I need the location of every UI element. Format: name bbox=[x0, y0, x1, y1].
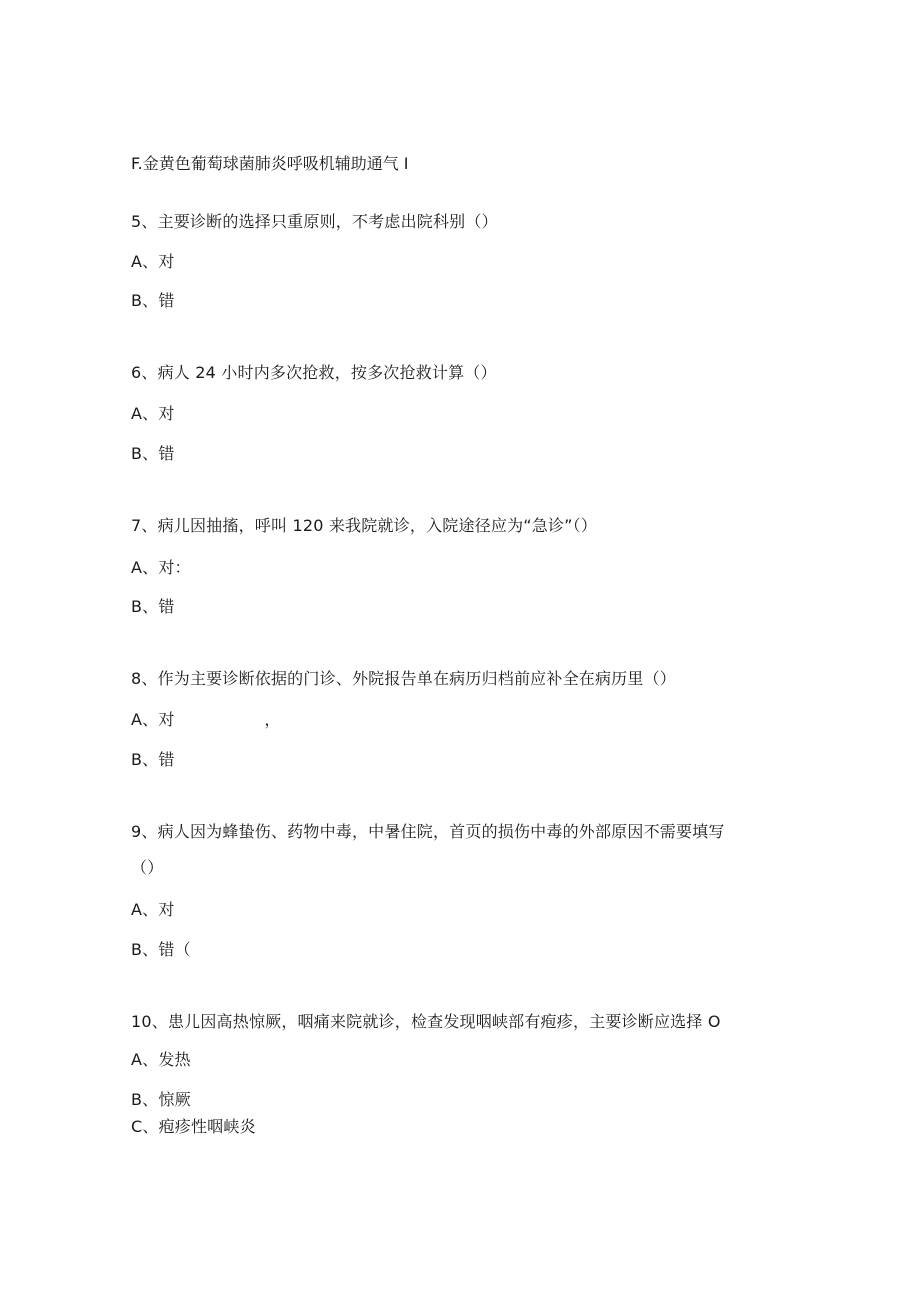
question-5-option-b: B、错 bbox=[131, 291, 175, 310]
question-6: 6、病人 24 小时内多次抢救，按多次抢救计算（） bbox=[131, 363, 497, 382]
question-8: 8、作为主要诊断依据的门诊、外院报告单在病历归档前应补全在病历里（） bbox=[131, 669, 676, 688]
question-6-option-b: B、错 bbox=[131, 444, 175, 463]
option-f-line: F.金黄色葡萄球菌肺炎呼吸机辅助通气 I bbox=[131, 154, 409, 173]
question-8-option-a: A、对 ， bbox=[131, 710, 281, 729]
question-7-option-a: A、对： bbox=[131, 558, 191, 577]
question-8-option-b: B、错 bbox=[131, 750, 175, 769]
question-9-option-b: B、错（ bbox=[131, 940, 191, 959]
question-7-option-b: B、错 bbox=[131, 597, 175, 616]
question-9-continuation: （） bbox=[131, 858, 164, 877]
question-10: 10、患儿因高热惊厥，咽痛来院就诊，检查发现咽峡部有疱疹，主要诊断应选择 O bbox=[131, 1012, 721, 1031]
question-5-option-a: A、对 bbox=[131, 252, 175, 271]
question-9: 9、病人因为蜂蛰伤、药物中毒，中暑住院，首页的损伤中毒的外部原因不需要填写 bbox=[131, 822, 725, 841]
question-5: 5、主要诊断的选择只重原则，不考虑出院科别（） bbox=[131, 212, 498, 231]
question-10-option-b: B、惊厥 bbox=[131, 1090, 191, 1109]
question-9-option-a: A、对 bbox=[131, 900, 175, 919]
question-10-option-c: C、疱疹性咽峡炎 bbox=[131, 1117, 256, 1136]
question-7: 7、病儿因抽搐，呼叫 120 来我院就诊，入院途径应为“急诊”（） bbox=[131, 516, 598, 535]
question-10-option-a: A、发热 bbox=[131, 1050, 191, 1069]
question-6-option-a: A、对 bbox=[131, 404, 175, 423]
